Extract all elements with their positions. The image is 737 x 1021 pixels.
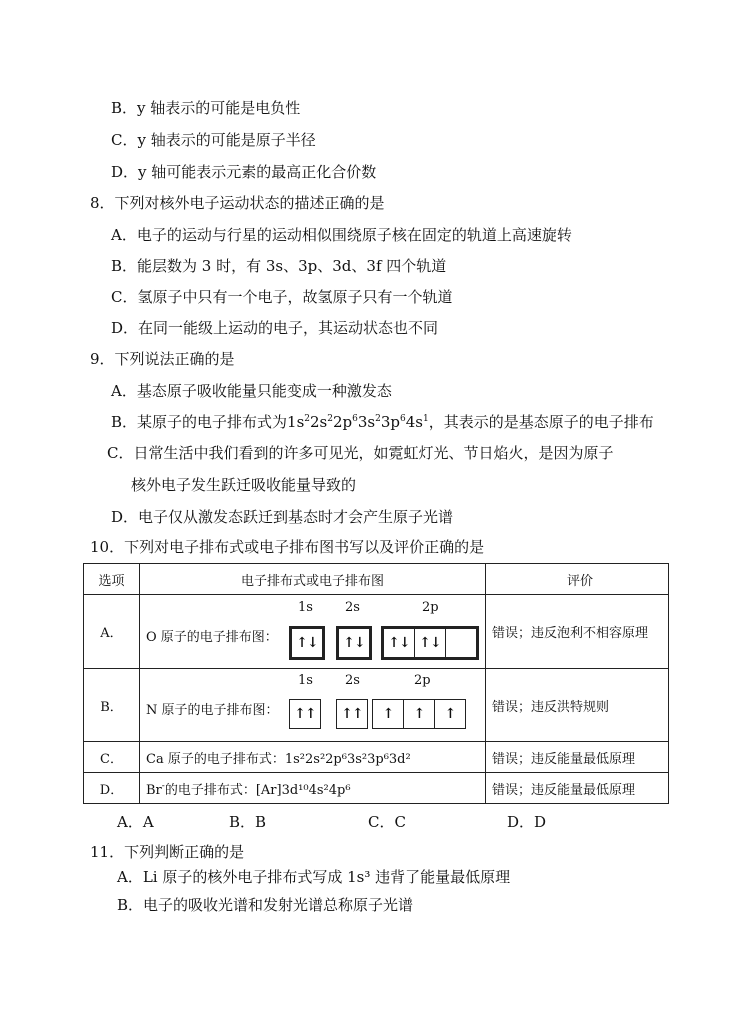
row-b-label: N 原子的电子排布图： <box>146 703 279 718</box>
table-row-a <box>84 595 669 669</box>
q9-b-suffix: ，其表示的是基态原子的电子排布 <box>428 413 654 431</box>
q9-option-c-line2: 核外电子发生跃迁吸收能量导致的 <box>131 476 357 494</box>
q11-option-a: A．Li 原子的核外电子排布式写成 1s³ 违背了能量最低原理 <box>117 868 511 886</box>
q9-option-a: A．基态原子吸收能量只能变成一种激发态 <box>111 382 392 400</box>
q7-option-d: D．y 轴可能表示元素的最高正化合价数 <box>111 163 377 181</box>
q9-option-b <box>111 412 654 432</box>
row-a-evaluation: 错误；违反泡利不相容原理 <box>486 595 669 669</box>
q8-stem: 8．下列对核外电子运动状态的描述正确的是 <box>90 194 385 212</box>
q10-choice-a: A．A <box>117 813 154 831</box>
orbital-box: ↑↓ <box>338 628 370 658</box>
orbital-box: ↑ <box>372 699 404 729</box>
row-d-label-ion: Br <box>146 782 162 798</box>
row-a-2s-orbital <box>336 626 372 660</box>
q9-b-cfg-5: 3s <box>357 413 376 431</box>
row-b-2p-orbitals <box>372 699 466 729</box>
q10-stem: 10．下列对电子排布式或电子排布图书写以及评价正确的是 <box>90 538 485 556</box>
orbital-box: ↑↓ <box>414 628 446 658</box>
row-a-2s-label: 2s <box>345 599 360 615</box>
row-b-option: B． <box>84 669 140 742</box>
q9-b-cfg-3: 2p <box>332 413 353 431</box>
row-c-config <box>140 742 486 773</box>
orbital-box: ↑↑ <box>336 699 368 729</box>
q9-b-cfg-0: 2 <box>304 414 310 424</box>
orbital-box: ↑↑ <box>289 699 321 729</box>
q8-option-a: A．电子的运动与行星的运动相似围绕原子核在固定的轨道上高速旋转 <box>111 226 572 244</box>
header-evaluation: 评价 <box>486 564 669 595</box>
row-b-2p-label: 2p <box>414 673 431 688</box>
table-row-c <box>84 742 669 773</box>
row-d-formula: [Ar]3d¹⁰4s²4p⁶ <box>255 782 351 798</box>
q10-table <box>83 563 669 804</box>
row-a-label: O 原子的电子排布图： <box>146 629 278 645</box>
orbital-box: ↑ <box>403 699 435 729</box>
q7-option-c: C．y 轴表示的可能是原子半径 <box>111 131 316 149</box>
row-c-option: C． <box>84 742 140 773</box>
q10-choice-c: C．C <box>368 813 406 831</box>
q9-option-d: D．电子仅从激发态跃迁到基态时才会产生原子光谱 <box>111 508 454 526</box>
orbital-box: ↑ <box>434 699 466 729</box>
row-c-label: Ca 原子的电子排布式： <box>146 751 285 767</box>
row-d-option: D． <box>84 773 140 804</box>
row-d-evaluation: 错误；违反能量最低原理 <box>486 773 669 804</box>
row-a-1s-label: 1s <box>298 599 313 615</box>
q11-stem: 11．下列判断正确的是 <box>90 843 245 861</box>
q9-b-cfg-10: 1 <box>423 414 429 424</box>
q9-b-cfg-6: 2 <box>375 414 381 424</box>
row-a-2p-label: 2p <box>422 599 439 615</box>
orbital-box <box>445 628 477 658</box>
q9-b-prefix: B．某原子的电子排布式为1s <box>111 413 305 431</box>
q11-option-b: B．电子的吸收光谱和发射光谱总称原子光谱 <box>117 896 414 914</box>
header-option: 选项 <box>84 564 140 595</box>
q8-option-c: C．氢原子中只有一个电子，故氢原子只有一个轨道 <box>111 288 453 306</box>
header-diagram: 电子排布式或电子排布图 <box>140 564 486 595</box>
q8-option-b: B．能层数为 3 时，有 3s、3p、3d、3f 四个轨道 <box>111 257 447 275</box>
row-b-1s-label: 1s <box>298 673 313 688</box>
row-d-label: 的电子排布式： <box>164 782 256 798</box>
row-a-2p-orbitals <box>381 626 479 660</box>
q7-option-b: B．y 轴表示的可能是电负性 <box>111 99 301 117</box>
q10-choice-b: B．B <box>229 813 267 831</box>
q9-b-cfg-9: 4s <box>405 413 423 431</box>
table-header-row <box>84 564 669 595</box>
table-row-d <box>84 773 669 804</box>
row-b-2s-orbital <box>336 699 368 729</box>
row-c-evaluation: 错误；违反能量最低原理 <box>486 742 669 773</box>
row-b-evaluation: 错误；违反洪特规则 <box>486 669 669 742</box>
q9-option-c-line1: C．日常生活中我们看到的许多可见光，如霓虹灯光、节日焰火，是因为原子 <box>107 444 614 462</box>
q9-b-cfg-7: 3p <box>380 413 401 431</box>
q9-b-cfg-2: 2 <box>327 414 333 424</box>
row-b-2s-label: 2s <box>345 673 360 688</box>
q9-b-cfg-1: 2s <box>310 413 328 431</box>
q9-b-cfg-4: 6 <box>352 414 358 424</box>
orbital-box: ↑↓ <box>383 628 415 658</box>
row-b-1s-orbital <box>289 699 321 729</box>
orbital-box: ↑↓ <box>291 628 323 658</box>
q8-option-d: D．在同一能级上运动的电子，其运动状态也不同 <box>111 319 439 337</box>
table-row-b <box>84 669 669 742</box>
row-b-diagram <box>140 669 486 742</box>
row-a-option: A． <box>84 595 140 669</box>
row-c-formula: 1s²2s²2p⁶3s²3p⁶3d² <box>284 751 411 767</box>
q9-stem: 9．下列说法正确的是 <box>90 350 235 368</box>
row-a-1s-orbital <box>289 626 325 660</box>
row-a-diagram <box>140 595 486 669</box>
row-d-config <box>140 773 486 804</box>
q9-b-cfg-8: 6 <box>400 414 406 424</box>
row-d-label-charge: - <box>161 781 165 792</box>
q10-choice-d: D．D <box>507 813 547 831</box>
